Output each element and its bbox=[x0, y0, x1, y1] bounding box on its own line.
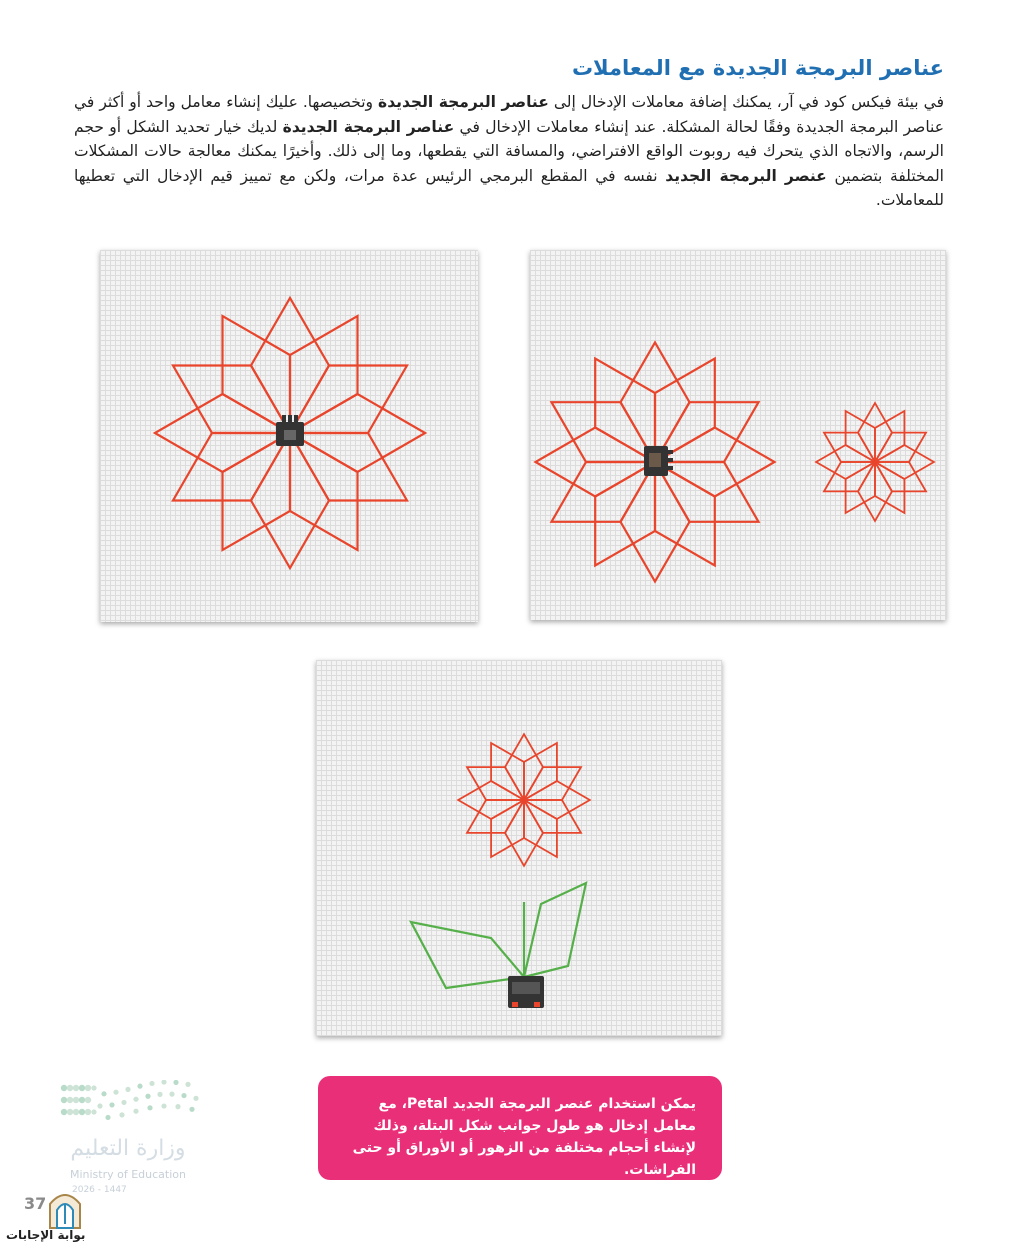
page-number: 37 bbox=[24, 1194, 47, 1213]
flower-small bbox=[816, 403, 934, 521]
logo-dot bbox=[105, 1115, 110, 1120]
logo-dot bbox=[161, 1080, 166, 1085]
logo-dot bbox=[85, 1109, 91, 1115]
robot-icon bbox=[508, 976, 544, 1008]
logo-dot bbox=[85, 1097, 91, 1103]
logo-dot bbox=[109, 1102, 114, 1107]
watermark-label: بوابة الإجابات bbox=[6, 1228, 86, 1242]
section-heading: عناصر البرمجة الجديدة مع المعاملات bbox=[571, 56, 944, 80]
logo-dot bbox=[61, 1109, 67, 1115]
logo-dot bbox=[145, 1094, 150, 1099]
logo-dot bbox=[189, 1107, 194, 1112]
ministry-name-arabic: وزارة التعليم bbox=[70, 1136, 186, 1161]
flower-stem-drawing bbox=[316, 660, 722, 1036]
logo-dot bbox=[61, 1097, 67, 1103]
ministry-name-english: Ministry of Education bbox=[69, 1168, 186, 1181]
flower-two-sizes-drawing bbox=[530, 250, 946, 620]
ministry-logo-dots bbox=[60, 1080, 200, 1132]
paragraph-text-2: وتخصيصها. عليك إنشاء معامل واحد أو أكثر في عناصر البرمجة الجديدة وفقًا لحالة المشكلة. عند إنشاء معاملات الإدخال في bbox=[74, 93, 944, 136]
paragraph-text-4: نفسه في المقطع البرمجي الرئيس عدة مرات، ولكن مع تمييز قيم الإدخال التي تعطيها للمعاملات. bbox=[74, 166, 944, 209]
logo-dot bbox=[169, 1092, 174, 1097]
stem-and-leaves bbox=[411, 883, 586, 988]
logo-dot bbox=[125, 1087, 130, 1092]
robot-icon bbox=[644, 446, 673, 476]
logo-dot bbox=[79, 1097, 85, 1103]
logo-dot bbox=[175, 1104, 180, 1109]
logo-dot bbox=[91, 1109, 96, 1114]
logo-dot bbox=[133, 1109, 138, 1114]
flower-panel-with-stem bbox=[316, 660, 722, 1036]
logo-dot bbox=[137, 1084, 142, 1089]
paragraph-text-3: لديك خيار تحديد الشكل أو حجم الرسم، والاتجاه الذي يتحرك فيه روبوت الواقع الافتراضي، والمسافة التي يقطعها، وما إلى ذلك. وأخيرًا يمكنك معالجة حالات المشكلات المختلفة بتضمين bbox=[74, 117, 944, 185]
logo-dot bbox=[113, 1090, 118, 1095]
body-paragraph bbox=[74, 90, 944, 213]
logo-dot bbox=[97, 1103, 102, 1108]
logo-dot bbox=[173, 1080, 178, 1085]
logo-dot bbox=[149, 1081, 154, 1086]
logo-dot bbox=[85, 1085, 91, 1091]
logo-dot bbox=[193, 1096, 198, 1101]
logo-dot bbox=[147, 1105, 152, 1110]
logo-dot bbox=[67, 1097, 73, 1103]
logo-dot bbox=[161, 1103, 166, 1108]
paragraph-bold-3: عنصر البرمجة الجديد bbox=[665, 166, 827, 185]
watermark-icon bbox=[42, 1186, 88, 1230]
logo-dot bbox=[73, 1109, 79, 1115]
logo-dot bbox=[67, 1109, 73, 1115]
flower-panel-large bbox=[100, 250, 478, 622]
robot-icon bbox=[276, 415, 304, 446]
logo-dot bbox=[157, 1092, 162, 1097]
paragraph-text-1: في بيئة فيكس كود في آر، يمكنك إضافة معاملات الإدخال إلى bbox=[548, 93, 944, 111]
logo-dot bbox=[133, 1097, 138, 1102]
logo-dot bbox=[121, 1100, 126, 1105]
logo-dot bbox=[101, 1091, 106, 1096]
info-callout: يمكن استخدام عنصر البرمجة الجديد Petal، مع معامل إدخال هو طول جوانب شكل البتلة، وذلك لإنشاء أحجام مختلفة من الزهور أو الأوراق أو حتى الفراشات. bbox=[318, 1076, 722, 1180]
paragraph-bold-2: عناصر البرمجة الجديدة bbox=[282, 117, 455, 136]
logo-dot bbox=[181, 1093, 186, 1098]
ministry-years: 2026 - 1447 bbox=[72, 1185, 127, 1195]
logo-dot bbox=[61, 1085, 67, 1091]
logo-dot bbox=[119, 1112, 124, 1117]
logo-dot bbox=[73, 1085, 79, 1091]
flower-panel-two-sizes bbox=[530, 250, 946, 620]
logo-dot bbox=[67, 1085, 73, 1091]
flower-large-drawing bbox=[100, 250, 478, 622]
paragraph-bold-1: عناصر البرمجة الجديدة bbox=[378, 93, 549, 111]
logo-dot bbox=[79, 1085, 85, 1091]
flower-top bbox=[458, 734, 590, 866]
logo-dot bbox=[91, 1085, 96, 1090]
logo-dot bbox=[185, 1082, 190, 1087]
logo-dot bbox=[73, 1097, 79, 1103]
logo-dot bbox=[79, 1109, 85, 1115]
